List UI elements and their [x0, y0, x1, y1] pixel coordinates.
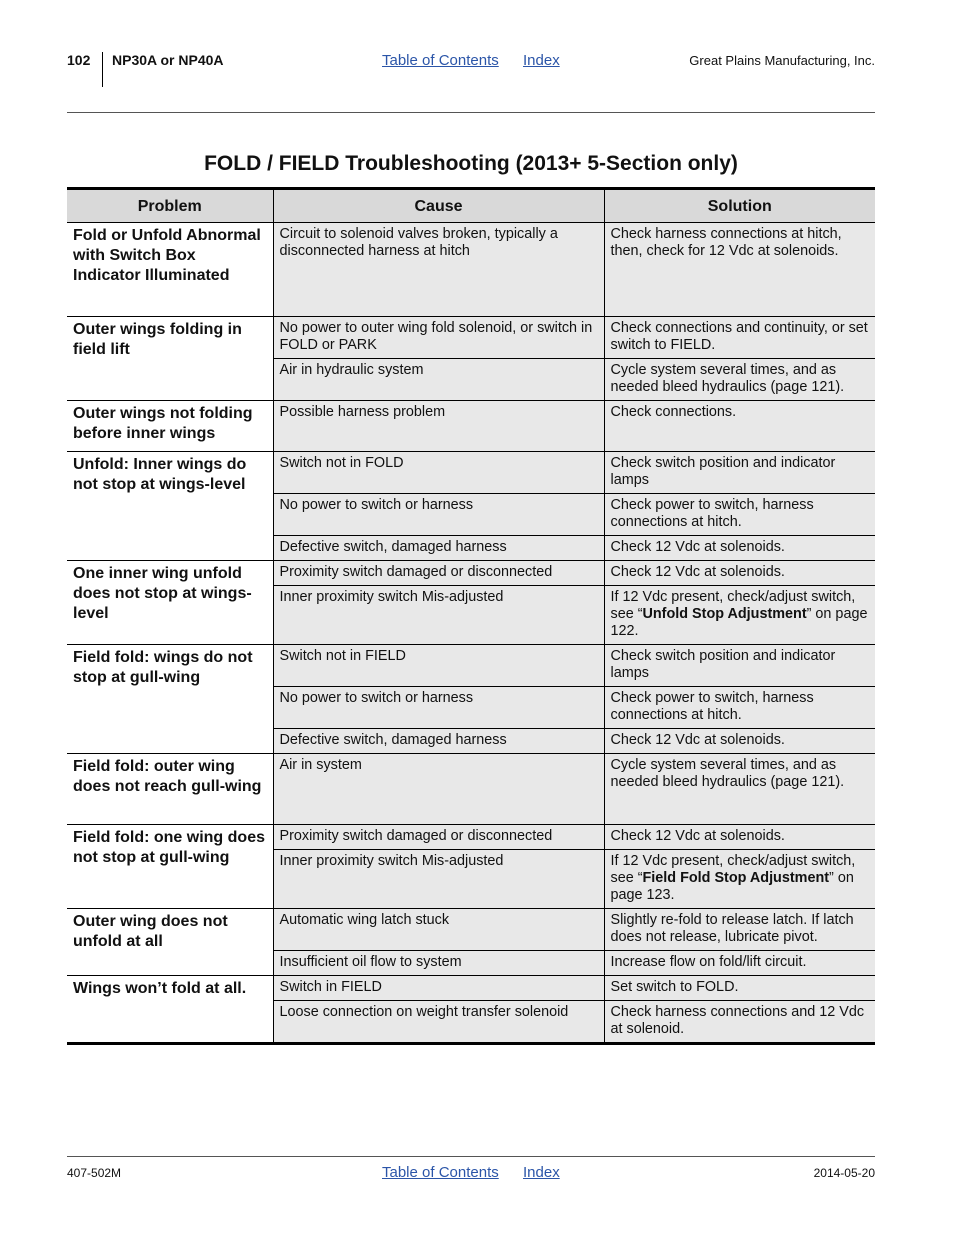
- solution-cell: Check power to switch, harness connections at hitch.: [604, 687, 875, 729]
- solution-cell: Check switch position and indicator lamps: [604, 645, 875, 687]
- solution-cell: Check 12 Vdc at solenoids.: [604, 561, 875, 586]
- cause-cell: Switch not in FOLD: [273, 452, 604, 494]
- solution-reference: Unfold Stop Adjustment: [642, 606, 807, 622]
- solution-cell: [604, 586, 875, 645]
- solution-cell: Check switch position and indicator lamps: [604, 452, 875, 494]
- column-header-solution: Solution: [604, 189, 875, 223]
- solution-cell: Check harness connections at hitch, then, check for 12 Vdc at solenoids.: [604, 223, 875, 317]
- cause-cell: Loose connection on weight transfer solenoid: [273, 1001, 604, 1044]
- cause-cell: No power to switch or harness: [273, 494, 604, 536]
- table-row: [67, 754, 875, 825]
- revision-date: 2014-05-20: [813, 1166, 875, 1180]
- solution-cell: Cycle system several times, and as needed bleed hydraulics (page 121).: [604, 359, 875, 401]
- page-number: 102: [67, 52, 91, 68]
- cause-cell: Circuit to solenoid valves broken, typically a disconnected harness at hitch: [273, 223, 604, 317]
- solution-cell: Check connections.: [604, 401, 875, 452]
- table-row: [67, 401, 875, 452]
- problem-cell: Outer wing does not unfold at all: [67, 909, 273, 976]
- page-title: FOLD / FIELD Troubleshooting (2013+ 5-Section only): [204, 152, 738, 175]
- solution-cell: Set switch to FOLD.: [604, 976, 875, 1001]
- problem-cell: One inner wing unfold does not stop at wings-level: [67, 561, 273, 645]
- footer-rule: [67, 1156, 875, 1157]
- table-row: [67, 561, 875, 586]
- problem-cell: Fold or Unfold Abnormal with Switch Box Indicator Illuminated: [67, 223, 273, 317]
- cause-cell: Inner proximity switch Mis-adjusted: [273, 850, 604, 909]
- problem-cell: Wings won’t fold at all.: [67, 976, 273, 1044]
- cause-cell: Switch not in FIELD: [273, 645, 604, 687]
- model-name: NP30A or NP40A: [112, 52, 224, 68]
- header-rule: [67, 112, 875, 113]
- problem-cell: Field fold: wings do not stop at gull-wing: [67, 645, 273, 754]
- column-header-problem: Problem: [67, 189, 273, 223]
- solution-cell: Check power to switch, harness connections at hitch.: [604, 494, 875, 536]
- table-row: [67, 223, 875, 317]
- cause-cell: Air in hydraulic system: [273, 359, 604, 401]
- document-number: 407-502M: [67, 1166, 122, 1180]
- table-row: [67, 317, 875, 359]
- solution-cell: Slightly re-fold to release latch. If latch does not release, lubricate pivot.: [604, 909, 875, 951]
- header-toc-link[interactable]: Table of Contents: [382, 52, 499, 69]
- solution-cell: Cycle system several times, and as needed bleed hydraulics (page 121).: [604, 754, 875, 825]
- cause-cell: Inner proximity switch Mis-adjusted: [273, 586, 604, 645]
- solution-reference: Field Fold Stop Adjustment: [642, 870, 830, 886]
- table-header-row: [67, 189, 875, 223]
- solution-cell: Increase flow on fold/lift circuit.: [604, 951, 875, 976]
- table-row: [67, 909, 875, 951]
- footer-toc-link[interactable]: Table of Contents: [382, 1164, 499, 1181]
- solution-text: ” on page 123.: [610, 870, 854, 903]
- cause-cell: Switch in FIELD: [273, 976, 604, 1001]
- solution-text: If 12 Vdc present, check/adjust switch, see “: [610, 853, 856, 886]
- cause-cell: Possible harness problem: [273, 401, 604, 452]
- problem-cell: Field fold: outer wing does not reach gull-wing: [67, 754, 273, 825]
- cause-cell: Defective switch, damaged harness: [273, 729, 604, 754]
- table-row: [67, 825, 875, 850]
- solution-cell: Check 12 Vdc at solenoids.: [604, 536, 875, 561]
- cause-cell: Proximity switch damaged or disconnected: [273, 825, 604, 850]
- footer-index-link[interactable]: Index: [523, 1164, 560, 1181]
- cause-cell: Air in system: [273, 754, 604, 825]
- cause-cell: No power to switch or harness: [273, 687, 604, 729]
- problem-cell: Outer wings folding in field lift: [67, 317, 273, 401]
- cause-cell: Proximity switch damaged or disconnected: [273, 561, 604, 586]
- solution-cell: Check 12 Vdc at solenoids.: [604, 729, 875, 754]
- solution-text: ” on page 122.: [610, 606, 868, 639]
- table-row: [67, 645, 875, 687]
- problem-cell: Outer wings not folding before inner wings: [67, 401, 273, 452]
- solution-cell: Check harness connections and 12 Vdc at solenoid.: [604, 1001, 875, 1044]
- problem-cell: Field fold: one wing does not stop at gull-wing: [67, 825, 273, 909]
- table-row: [67, 452, 875, 494]
- cause-cell: Defective switch, damaged harness: [273, 536, 604, 561]
- troubleshooting-table: [67, 187, 875, 1045]
- header-index-link[interactable]: Index: [523, 52, 560, 69]
- cause-cell: No power to outer wing fold solenoid, or switch in FOLD or PARK: [273, 317, 604, 359]
- table-row: [67, 976, 875, 1001]
- cause-cell: Automatic wing latch stuck: [273, 909, 604, 951]
- solution-text: If 12 Vdc present, check/adjust switch, see “: [610, 589, 856, 622]
- cause-cell: Insufficient oil flow to system: [273, 951, 604, 976]
- solution-cell: [604, 850, 875, 909]
- header-separator: [102, 52, 103, 87]
- solution-cell: Check connections and continuity, or set switch to FIELD.: [604, 317, 875, 359]
- company-name: Great Plains Manufacturing, Inc.: [689, 53, 875, 68]
- column-header-cause: Cause: [273, 189, 604, 223]
- solution-cell: Check 12 Vdc at solenoids.: [604, 825, 875, 850]
- problem-cell: Unfold: Inner wings do not stop at wings-level: [67, 452, 273, 561]
